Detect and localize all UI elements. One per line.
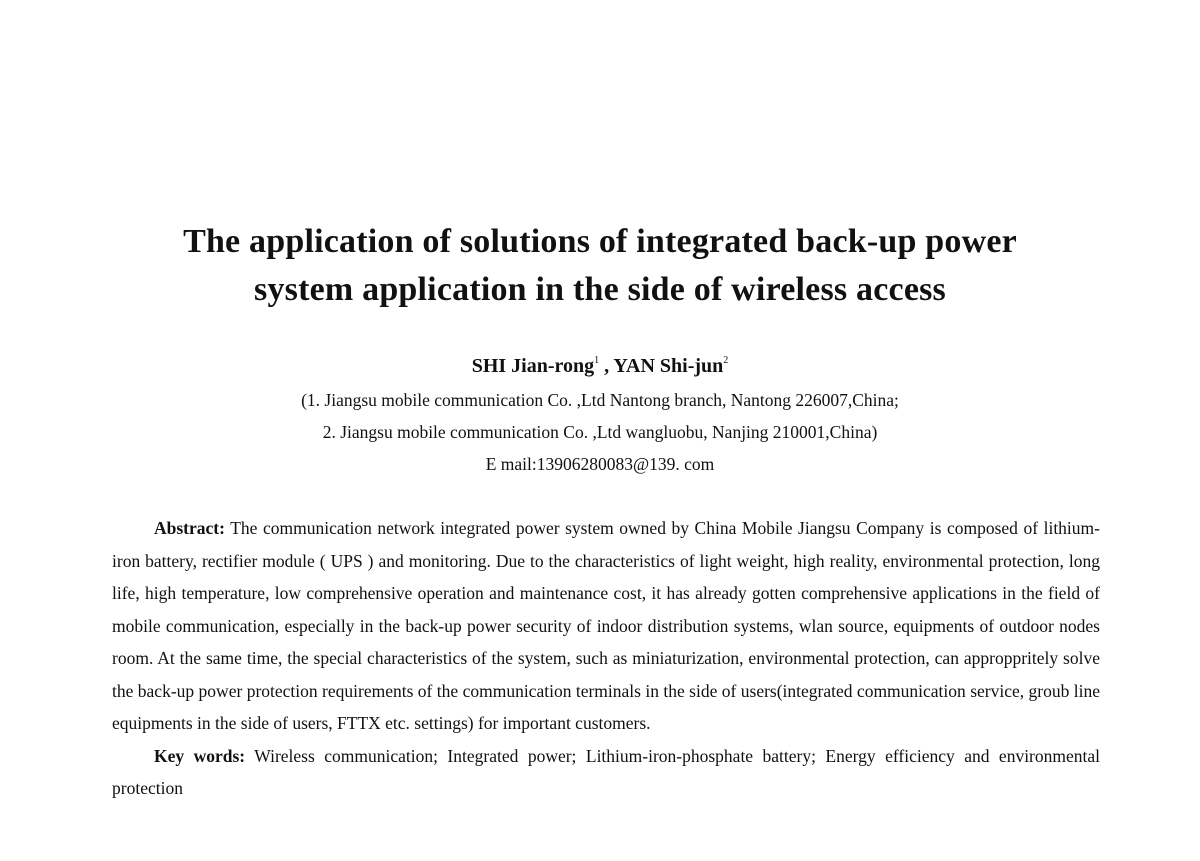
author-1: SHI Jian-rong xyxy=(471,355,595,377)
title-line-2: system application in the side of wireless access xyxy=(254,271,946,308)
affiliation-2: 2. Jiangsu mobile communication Co. ,Ltd wangluobu, Nanjing 210001,China) xyxy=(322,422,878,442)
abstract-label: Abstract: xyxy=(154,518,225,538)
abstract-text: The communication network integrated power system owned by China Mobile Jiangsu Company is composed of lithium-iron battery, rectifier module ( UPS ) and monitoring. Due to the characteristics of light weight, high reality, environmental protection, long life, high temperature, low comprehensive operation and maintenance cost, it has already gotten comprehensive applications in the field of mobile communication, especially in the back-up power security of indoor distribution systems, wlan source, equipments of outdoor nodes room. At the same time, the special characteristics of the system, such as miniaturization, environmental protection, can approppritely solve the back-up power protection requirements of the communication terminals in the side of users(integrated communication service, groub line equipments in the side of users, FTTX etc. settings) for important customers. xyxy=(112,518,1100,733)
keywords-label: Key words: xyxy=(154,745,246,766)
paper-title xyxy=(0,218,1200,314)
author-2: YAN Shi-jun xyxy=(613,355,724,377)
keywords-paragraph xyxy=(112,740,1100,805)
author-2-affiliation-mark: 2 xyxy=(723,355,729,366)
author-separator: , xyxy=(599,355,614,377)
title-line-1: The application of solutions of integrated back-up power xyxy=(183,223,1017,260)
contact-email: E mail:13906280083@139. com xyxy=(485,454,715,474)
affiliation-1: (1. Jiangsu mobile communication Co. ,Ltd Nantong branch, Nantong 226007,China; xyxy=(301,390,899,410)
keywords-text: Wireless communication; Integrated power; Lithium-iron-phosphate battery; Energy efficiency and environmental protection xyxy=(112,745,1101,798)
abstract-section xyxy=(112,512,1100,805)
abstract-paragraph xyxy=(112,512,1100,740)
affiliations xyxy=(0,384,1200,480)
author-1-affiliation-mark: 1 xyxy=(594,355,600,366)
author-list xyxy=(0,346,1200,381)
